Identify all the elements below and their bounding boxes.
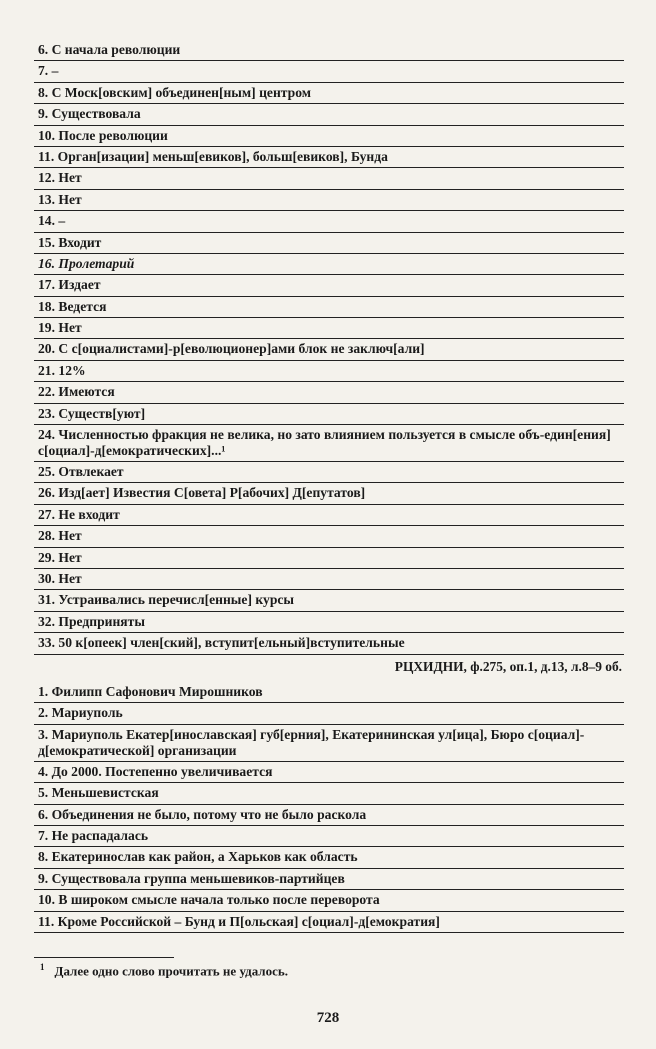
list-item: 28. Нет [34,526,624,547]
list-item: 33. 50 к[опеек] член[ский], вступит[ельный]вступительные [34,633,624,654]
list-item: 15. Входит [34,233,624,254]
list-item: 22. Имеются [34,382,624,403]
list-item: 4. До 2000. Постепенно увеличивается [34,762,624,783]
list-item: 6. Объединения не было, потому что не было раскола [34,805,624,826]
list-item: 17. Издает [34,275,624,296]
list-item: 8. Екатеринослав как район, а Харьков как область [34,847,624,868]
list-item: 7. Не распадалась [34,826,624,847]
list-item: 13. Нет [34,190,624,211]
list-item: 16. Пролетарий [34,254,624,275]
list-item: 29. Нет [34,548,624,569]
footnote-mark: 1 [40,962,45,972]
list-item: 30. Нет [34,569,624,590]
list-item: 6. С начала революции [34,40,624,61]
footnote-text: Далее одно слово прочитать не удалось. [54,963,288,979]
list-item: 10. После революции [34,126,624,147]
questionnaire-answers-list-1 [34,40,624,675]
list-item: 1. Филипп Сафонович Мирошников [34,682,624,703]
list-item: 26. Изд[ает] Известия С[овета] Р[абочих] Д[епутатов] [34,483,624,504]
list-item: 12. Нет [34,168,624,189]
footnote-divider [34,957,174,958]
list-item: 19. Нет [34,318,624,339]
list-item: 2. Мариуполь [34,703,624,724]
archival-source-reference: РЦХИДНИ, ф.275, оп.1, д.13, л.8–9 об. [394,658,622,674]
list-item: 9. Существовала группа меньшевиков-партийцев [34,869,624,890]
list-item: 7. – [34,61,624,82]
list-item: 8. С Моск[овским] объединен[ным] центром [34,83,624,104]
list-item: 5. Меньшевистская [34,783,624,804]
page-number: 728 [316,1010,340,1026]
list-item: 23. Существ[уют] [34,404,624,425]
list-item: 20. С с[оциалистами]-р[еволюционер]ами блок не заключ[али] [34,339,624,360]
list-item: 11. Кроме Российской – Бунд и П[ольская] с[оциал]-д[емократия] [34,912,624,933]
list-item: 9. Существовала [34,104,624,125]
footnote [40,962,288,979]
questionnaire-answers-list-2 [34,682,624,933]
list-item: 11. Орган[изации] меньш[евиков], больш[евиков], Бунда [34,147,624,168]
list-item: 18. Ведется [34,297,624,318]
list-item: 3. Мариуполь Екатер[инославская] губ[ерния], Екатерининская ул[ица], Бюро с[оциал]-д[емократической] организации [34,725,624,762]
list-item: 31. Устраивались перечисл[енные] курсы [34,590,624,611]
list-item: 24. Численностью фракция не велика, но зато влиянием пользуется в смысле объ-един[ения] с[оциал]-д[емократических]...¹ [34,425,624,462]
list-item: 32. Предприняты [34,612,624,633]
list-item: 25. Отвлекает [34,462,624,483]
list-item: 21. 12% [34,361,624,382]
list-item: 27. Не входит [34,505,624,526]
list-item: 10. В широком смысле начала только после переворота [34,890,624,911]
list-item: 14. – [34,211,624,232]
